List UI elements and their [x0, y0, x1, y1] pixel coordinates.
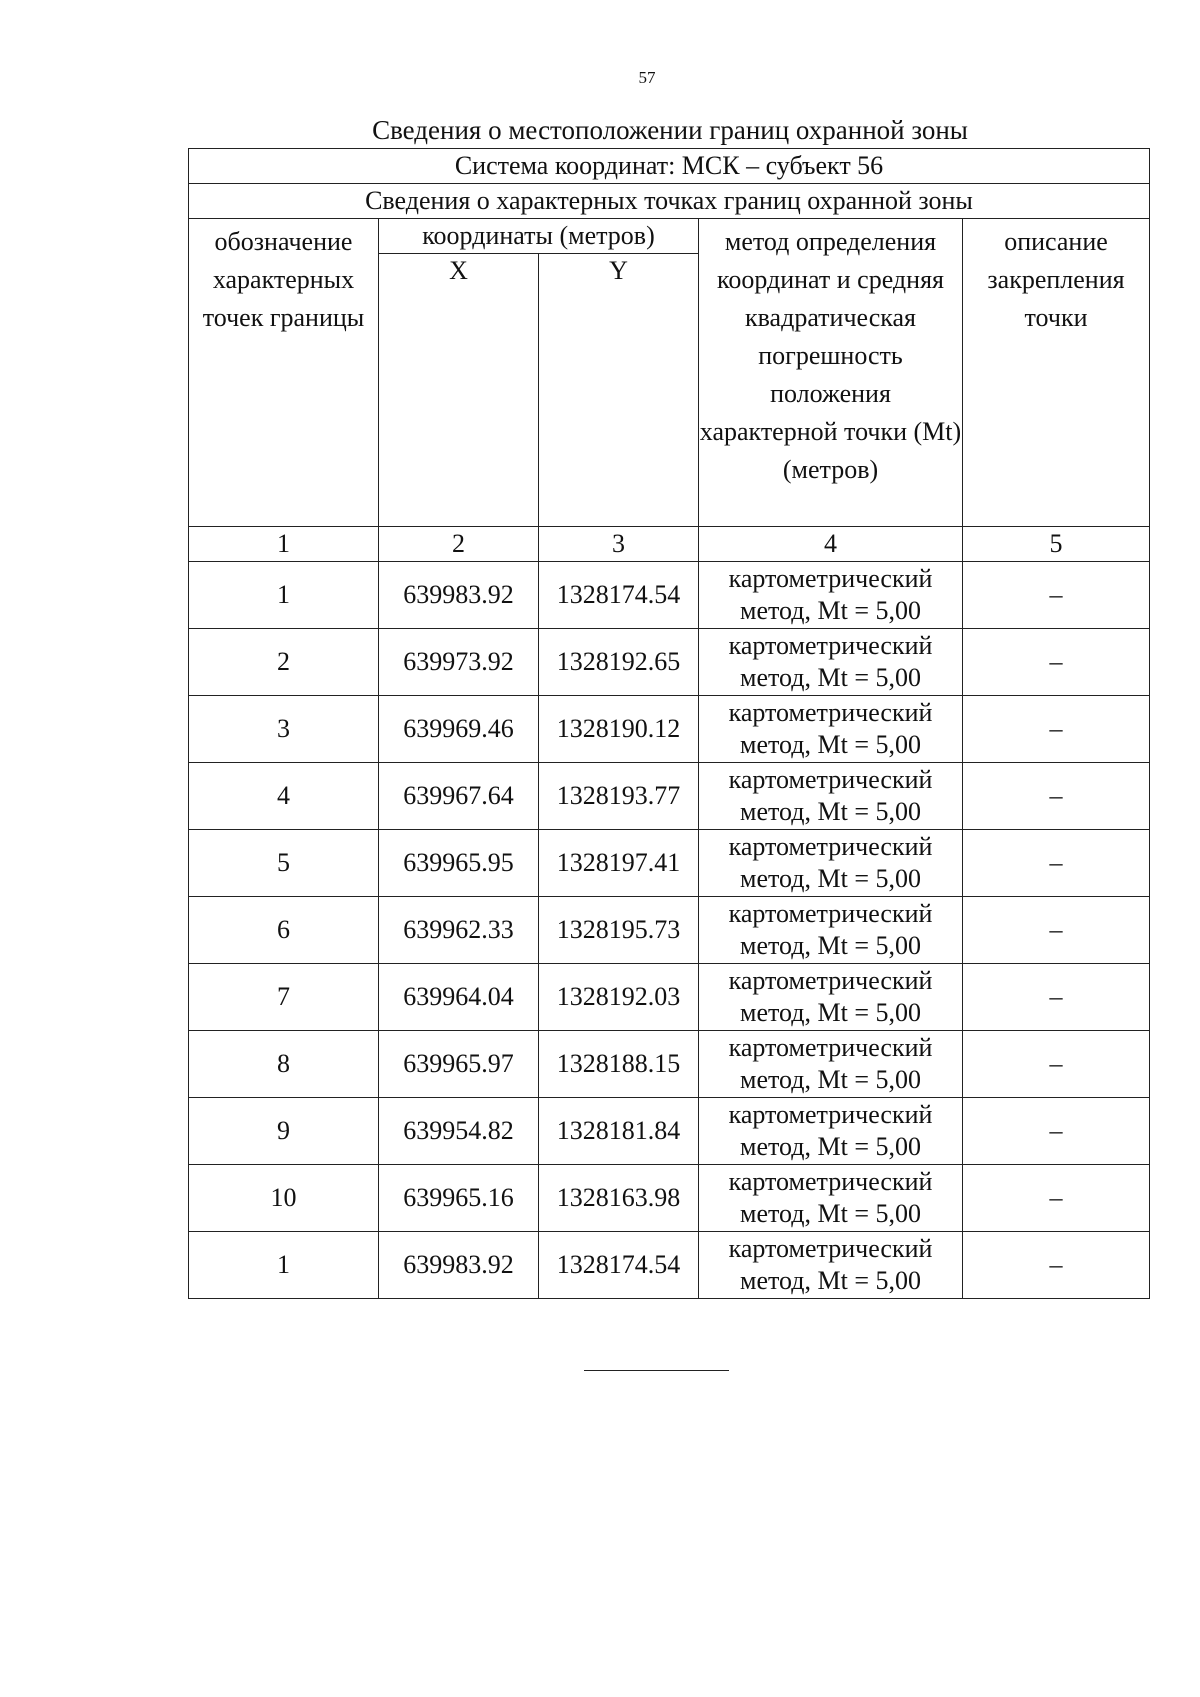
fixing-description-cell: – — [963, 562, 1150, 629]
x-coordinate-cell: 639962.33 — [379, 897, 539, 964]
method-cell — [699, 763, 963, 830]
method-accuracy: метод, Mt = 5,00 — [740, 1266, 921, 1295]
table-row — [189, 1031, 1150, 1098]
point-cell: 1 — [189, 1232, 379, 1299]
fixing-description-cell: – — [963, 763, 1150, 830]
column-number: 2 — [379, 527, 539, 562]
method-name: картометрический — [728, 698, 933, 727]
fixing-description-cell: – — [963, 629, 1150, 696]
method-name: картометрический — [728, 1234, 933, 1263]
header-row — [189, 219, 1150, 254]
method-cell — [699, 1031, 963, 1098]
table-row — [189, 562, 1150, 629]
x-coordinate-cell: 639969.46 — [379, 696, 539, 763]
method-cell — [699, 562, 963, 629]
method-accuracy: метод, Mt = 5,00 — [740, 931, 921, 960]
method-name: картометрический — [728, 564, 933, 593]
fixing-description-cell: – — [963, 1232, 1150, 1299]
y-coordinate-cell: 1328195.73 — [539, 897, 699, 964]
y-coordinate-cell: 1328181.84 — [539, 1098, 699, 1165]
method-accuracy: метод, Mt = 5,00 — [740, 1132, 921, 1161]
point-cell: 8 — [189, 1031, 379, 1098]
method-cell — [699, 897, 963, 964]
x-coordinate-cell: 639965.16 — [379, 1165, 539, 1232]
fixing-description-cell: – — [963, 696, 1150, 763]
column-number: 4 — [699, 527, 963, 562]
fixing-description-cell: – — [963, 897, 1150, 964]
table-row — [189, 763, 1150, 830]
y-coordinate-cell: 1328190.12 — [539, 696, 699, 763]
column-number: 5 — [963, 527, 1150, 562]
method-name: картометрический — [728, 966, 933, 995]
coordinate-system-row — [189, 149, 1150, 184]
header-point-designation: обозначение характерных точек границы — [189, 219, 379, 527]
table-row — [189, 696, 1150, 763]
fixing-description-cell: – — [963, 1165, 1150, 1232]
y-coordinate-cell: 1328188.15 — [539, 1031, 699, 1098]
coordinate-system-cell: Система координат: МСК – субъект 56 — [189, 149, 1150, 184]
method-name: картометрический — [728, 1100, 933, 1129]
fixing-description-cell: – — [963, 1031, 1150, 1098]
method-accuracy: метод, Mt = 5,00 — [740, 998, 921, 1027]
method-accuracy: метод, Mt = 5,00 — [740, 663, 921, 692]
column-numbers-row — [189, 527, 1150, 562]
fixing-description-cell: – — [963, 830, 1150, 897]
x-coordinate-cell: 639965.97 — [379, 1031, 539, 1098]
point-cell: 2 — [189, 629, 379, 696]
x-coordinate-cell: 639967.64 — [379, 763, 539, 830]
point-cell: 1 — [189, 562, 379, 629]
y-coordinate-cell: 1328192.65 — [539, 629, 699, 696]
y-coordinate-cell: 1328163.98 — [539, 1165, 699, 1232]
method-accuracy: метод, Mt = 5,00 — [740, 596, 921, 625]
x-coordinate-cell: 639964.04 — [379, 964, 539, 1031]
y-coordinate-cell: 1328197.41 — [539, 830, 699, 897]
table-row — [189, 1232, 1150, 1299]
table-row — [189, 897, 1150, 964]
header-y: Y — [539, 254, 699, 527]
method-cell — [699, 1165, 963, 1232]
header-method: метод определения координат и средняя квадратическая погрешность положения характерной точки (Mt) (метров) — [699, 219, 963, 527]
method-name: картометрический — [728, 899, 933, 928]
method-accuracy: метод, Mt = 5,00 — [740, 730, 921, 759]
boundary-points-table — [188, 148, 1150, 1299]
characteristic-points-row — [189, 184, 1150, 219]
method-cell — [699, 830, 963, 897]
y-coordinate-cell: 1328193.77 — [539, 763, 699, 830]
x-coordinate-cell: 639983.92 — [379, 1232, 539, 1299]
closing-rule — [584, 1370, 729, 1371]
point-cell: 4 — [189, 763, 379, 830]
method-name: картометрический — [728, 832, 933, 861]
method-cell — [699, 1098, 963, 1165]
table-row — [189, 1165, 1150, 1232]
point-cell: 9 — [189, 1098, 379, 1165]
table-row — [189, 830, 1150, 897]
method-cell — [699, 964, 963, 1031]
method-cell — [699, 1232, 963, 1299]
header-fixing-description: описание закрепления точки — [963, 219, 1150, 527]
y-coordinate-cell: 1328174.54 — [539, 1232, 699, 1299]
y-coordinate-cell: 1328192.03 — [539, 964, 699, 1031]
point-cell: 3 — [189, 696, 379, 763]
method-accuracy: метод, Mt = 5,00 — [740, 1065, 921, 1094]
x-coordinate-cell: 639965.95 — [379, 830, 539, 897]
point-cell: 6 — [189, 897, 379, 964]
header-x: X — [379, 254, 539, 527]
header-coordinates: координаты (метров) — [379, 219, 699, 254]
point-cell: 5 — [189, 830, 379, 897]
method-accuracy: метод, Mt = 5,00 — [740, 864, 921, 893]
method-name: картометрический — [728, 1167, 933, 1196]
x-coordinate-cell: 639983.92 — [379, 562, 539, 629]
page-number: 57 — [638, 68, 656, 87]
x-coordinate-cell: 639954.82 — [379, 1098, 539, 1165]
document-title: Сведения о местоположении границ охранной зоны — [372, 115, 968, 145]
table-row — [189, 629, 1150, 696]
x-coordinate-cell: 639973.92 — [379, 629, 539, 696]
method-name: картометрический — [728, 1033, 933, 1062]
method-accuracy: метод, Mt = 5,00 — [740, 797, 921, 826]
table-row — [189, 964, 1150, 1031]
method-cell — [699, 696, 963, 763]
fixing-description-cell: – — [963, 1098, 1150, 1165]
y-coordinate-cell: 1328174.54 — [539, 562, 699, 629]
point-cell: 7 — [189, 964, 379, 1031]
method-name: картометрический — [728, 765, 933, 794]
characteristic-points-cell: Сведения о характерных точках границ охранной зоны — [189, 184, 1150, 219]
method-cell — [699, 629, 963, 696]
point-cell: 10 — [189, 1165, 379, 1232]
column-number: 1 — [189, 527, 379, 562]
table-row — [189, 1098, 1150, 1165]
column-number: 3 — [539, 527, 699, 562]
method-name: картометрический — [728, 631, 933, 660]
method-accuracy: метод, Mt = 5,00 — [740, 1199, 921, 1228]
fixing-description-cell: – — [963, 964, 1150, 1031]
